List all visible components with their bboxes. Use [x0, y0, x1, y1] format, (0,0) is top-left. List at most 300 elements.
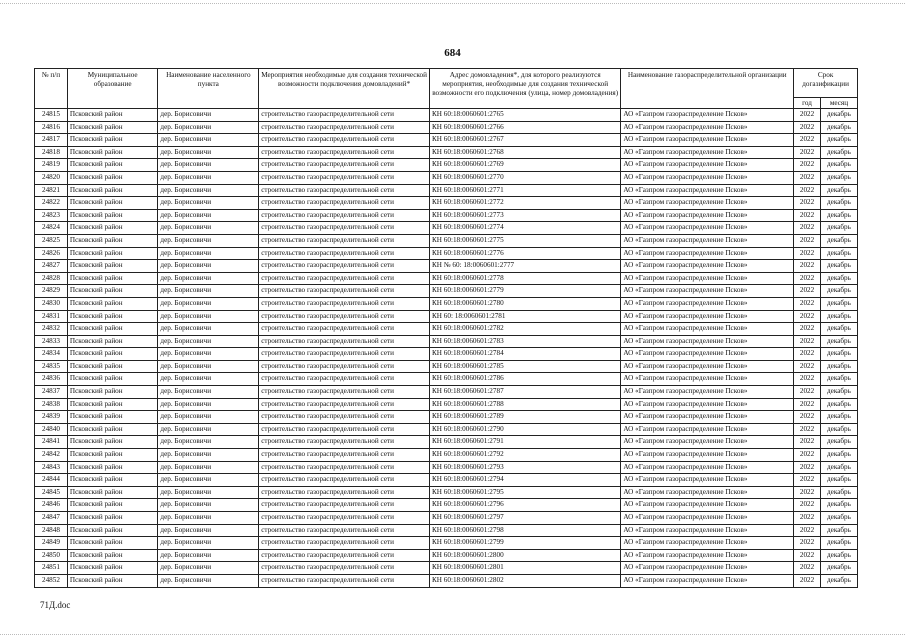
cell-gdo: АО «Газпром газораспределение Псков» — [621, 285, 794, 298]
cell-month: декабрь — [820, 499, 857, 512]
cell-address: КН 60:18:0060601:2800 — [430, 549, 621, 562]
table-row — [35, 109, 858, 122]
cell-month: декабрь — [820, 109, 857, 122]
cell-year: 2022 — [794, 524, 821, 537]
cell-num: 24842 — [35, 449, 68, 462]
cell-year: 2022 — [794, 197, 821, 210]
cell-year: 2022 — [794, 398, 821, 411]
table-row — [35, 512, 858, 525]
cell-address: КН 60:18:0060601:2787 — [430, 386, 621, 399]
cell-month: декабрь — [820, 260, 857, 273]
cell-num: 24822 — [35, 197, 68, 210]
cell-year: 2022 — [794, 423, 821, 436]
cell-settlement: дер. Борисовичи — [158, 146, 259, 159]
cell-settlement: дер. Борисовичи — [158, 474, 259, 487]
cell-num: 24850 — [35, 549, 68, 562]
cell-settlement: дер. Борисовичи — [158, 386, 259, 399]
cell-year: 2022 — [794, 411, 821, 424]
table-row — [35, 373, 858, 386]
cell-month: декабрь — [820, 386, 857, 399]
cell-month: декабрь — [820, 574, 857, 587]
cell-municipality: Псковский район — [67, 461, 158, 474]
cell-gdo: АО «Газпром газораспределение Псков» — [621, 549, 794, 562]
cell-address: КН 60:18:0060601:2786 — [430, 373, 621, 386]
header-term: Срок догазификации — [794, 69, 858, 98]
cell-measure: строительство газораспределительной сети — [259, 260, 430, 273]
cell-month: декабрь — [820, 524, 857, 537]
cell-settlement: дер. Борисовичи — [158, 109, 259, 122]
cell-measure: строительство газораспределительной сети — [259, 335, 430, 348]
gasification-table — [34, 68, 858, 588]
cell-gdo: АО «Газпром газораспределение Псков» — [621, 247, 794, 260]
cell-address: КН 60:18:0060601:2776 — [430, 247, 621, 260]
cell-measure: строительство газораспределительной сети — [259, 423, 430, 436]
cell-gdo: АО «Газпром газораспределение Псков» — [621, 436, 794, 449]
cell-num: 24819 — [35, 159, 68, 172]
cell-measure: строительство газораспределительной сети — [259, 134, 430, 147]
table-row — [35, 184, 858, 197]
cell-measure: строительство газораспределительной сети — [259, 323, 430, 336]
cell-gdo: АО «Газпром газораспределение Псков» — [621, 297, 794, 310]
cell-year: 2022 — [794, 449, 821, 462]
table-row — [35, 461, 858, 474]
cell-measure: строительство газораспределительной сети — [259, 222, 430, 235]
cell-settlement: дер. Борисовичи — [158, 348, 259, 361]
cell-num: 24835 — [35, 360, 68, 373]
cell-settlement: дер. Борисовичи — [158, 461, 259, 474]
table-row — [35, 323, 858, 336]
cell-num: 24825 — [35, 234, 68, 247]
cell-settlement: дер. Борисовичи — [158, 398, 259, 411]
header-measures: Мероприятия необходимые для создания технической возможности подключения домовладений* — [259, 69, 430, 109]
cell-year: 2022 — [794, 146, 821, 159]
cell-municipality: Псковский район — [67, 184, 158, 197]
cell-address: КН 60:18:0060601:2792 — [430, 449, 621, 462]
cell-num: 24846 — [35, 499, 68, 512]
table-row — [35, 360, 858, 373]
cell-address: КН 60:18:0060601:2774 — [430, 222, 621, 235]
cell-gdo: АО «Газпром газораспределение Псков» — [621, 348, 794, 361]
cell-settlement: дер. Борисовичи — [158, 373, 259, 386]
cell-settlement: дер. Борисовичи — [158, 184, 259, 197]
table-row — [35, 197, 858, 210]
cell-settlement: дер. Борисовичи — [158, 197, 259, 210]
cell-settlement: дер. Борисовичи — [158, 285, 259, 298]
cell-year: 2022 — [794, 373, 821, 386]
cell-measure: строительство газораспределительной сети — [259, 386, 430, 399]
cell-settlement: дер. Борисовичи — [158, 512, 259, 525]
cell-num: 24843 — [35, 461, 68, 474]
table-row — [35, 310, 858, 323]
table-row — [35, 121, 858, 134]
cell-year: 2022 — [794, 310, 821, 323]
cell-num: 24821 — [35, 184, 68, 197]
cell-measure: строительство газораспределительной сети — [259, 348, 430, 361]
cell-measure: строительство газораспределительной сети — [259, 209, 430, 222]
cell-year: 2022 — [794, 159, 821, 172]
cell-municipality: Псковский район — [67, 512, 158, 525]
cell-municipality: Псковский район — [67, 537, 158, 550]
cell-year: 2022 — [794, 247, 821, 260]
cell-gdo: АО «Газпром газораспределение Псков» — [621, 272, 794, 285]
table-row — [35, 386, 858, 399]
cell-municipality: Псковский район — [67, 159, 158, 172]
cell-measure: строительство газораспределительной сети — [259, 524, 430, 537]
cell-settlement: дер. Борисовичи — [158, 222, 259, 235]
cell-measure: строительство газораспределительной сети — [259, 234, 430, 247]
cell-municipality: Псковский район — [67, 134, 158, 147]
cell-settlement: дер. Борисовичи — [158, 323, 259, 336]
cell-month: декабрь — [820, 323, 857, 336]
cell-municipality: Псковский район — [67, 146, 158, 159]
cell-municipality: Псковский район — [67, 398, 158, 411]
cell-address: КН 60:18:0060601:2794 — [430, 474, 621, 487]
cell-gdo: АО «Газпром газораспределение Псков» — [621, 323, 794, 336]
cell-month: декабрь — [820, 209, 857, 222]
cell-year: 2022 — [794, 499, 821, 512]
cell-address: КН 60:18:0060601:2802 — [430, 574, 621, 587]
cell-settlement: дер. Борисовичи — [158, 310, 259, 323]
cell-address: КН 60:18:0060601:2788 — [430, 398, 621, 411]
cell-measure: строительство газораспределительной сети — [259, 159, 430, 172]
cell-address: КН 60:18:0060601:2793 — [430, 461, 621, 474]
cell-year: 2022 — [794, 537, 821, 550]
table-row — [35, 260, 858, 273]
cell-gdo: АО «Газпром газораспределение Псков» — [621, 524, 794, 537]
table-row — [35, 574, 858, 587]
cell-year: 2022 — [794, 171, 821, 184]
cell-year: 2022 — [794, 474, 821, 487]
cell-year: 2022 — [794, 436, 821, 449]
cell-gdo: АО «Газпром газораспределение Псков» — [621, 512, 794, 525]
cell-gdo: АО «Газпром газораспределение Псков» — [621, 574, 794, 587]
table-row — [35, 398, 858, 411]
header-municipality: Муниципальное образование — [67, 69, 158, 109]
cell-year: 2022 — [794, 512, 821, 525]
cell-measure: строительство газораспределительной сети — [259, 247, 430, 260]
cell-settlement: дер. Борисовичи — [158, 524, 259, 537]
cell-municipality: Псковский район — [67, 260, 158, 273]
cell-num: 24844 — [35, 474, 68, 487]
cell-measure: строительство газораспределительной сети — [259, 562, 430, 575]
cell-year: 2022 — [794, 297, 821, 310]
cell-municipality: Псковский район — [67, 285, 158, 298]
cell-settlement: дер. Борисовичи — [158, 121, 259, 134]
cell-year: 2022 — [794, 109, 821, 122]
cell-settlement: дер. Борисовичи — [158, 159, 259, 172]
table-row — [35, 449, 858, 462]
cell-measure: строительство газораспределительной сети — [259, 449, 430, 462]
cell-measure: строительство газораспределительной сети — [259, 373, 430, 386]
cell-month: декабрь — [820, 297, 857, 310]
cell-gdo: АО «Газпром газораспределение Псков» — [621, 373, 794, 386]
table-row — [35, 524, 858, 537]
cell-month: декабрь — [820, 398, 857, 411]
cell-municipality: Псковский район — [67, 499, 158, 512]
cell-gdo: АО «Газпром газораспределение Псков» — [621, 197, 794, 210]
table-row — [35, 537, 858, 550]
cell-num: 24848 — [35, 524, 68, 537]
cell-settlement: дер. Борисовичи — [158, 297, 259, 310]
cell-year: 2022 — [794, 574, 821, 587]
cell-gdo: АО «Газпром газораспределение Псков» — [621, 423, 794, 436]
cell-month: декабрь — [820, 171, 857, 184]
cell-municipality: Псковский район — [67, 297, 158, 310]
cell-gdo: АО «Газпром газораспределение Псков» — [621, 449, 794, 462]
page-number: 684 — [444, 47, 461, 59]
cell-settlement: дер. Борисовичи — [158, 436, 259, 449]
cell-measure: строительство газораспределительной сети — [259, 310, 430, 323]
cell-num: 24829 — [35, 285, 68, 298]
cell-municipality: Псковский район — [67, 574, 158, 587]
cell-settlement: дер. Борисовичи — [158, 335, 259, 348]
table-row — [35, 159, 858, 172]
cell-address: КН 60:18:0060601:2782 — [430, 323, 621, 336]
cell-settlement: дер. Борисовичи — [158, 486, 259, 499]
cell-measure: строительство газораспределительной сети — [259, 499, 430, 512]
cell-municipality: Псковский район — [67, 222, 158, 235]
cell-gdo: АО «Газпром газораспределение Псков» — [621, 398, 794, 411]
cell-measure: строительство газораспределительной сети — [259, 146, 430, 159]
cell-address: КН 60:18:0060601:2765 — [430, 109, 621, 122]
cell-gdo: АО «Газпром газораспределение Псков» — [621, 486, 794, 499]
table-row — [35, 171, 858, 184]
cell-settlement: дер. Борисовичи — [158, 234, 259, 247]
cell-gdo: АО «Газпром газораспределение Псков» — [621, 159, 794, 172]
cell-settlement: дер. Борисовичи — [158, 549, 259, 562]
cell-measure: строительство газораспределительной сети — [259, 285, 430, 298]
cell-year: 2022 — [794, 209, 821, 222]
cell-settlement: дер. Борисовичи — [158, 537, 259, 550]
cell-measure: строительство газораспределительной сети — [259, 549, 430, 562]
cell-address: КН 60:18:0060601:2766 — [430, 121, 621, 134]
cell-year: 2022 — [794, 323, 821, 336]
cell-settlement: дер. Борисовичи — [158, 562, 259, 575]
table-row — [35, 209, 858, 222]
cell-gdo: АО «Газпром газораспределение Псков» — [621, 171, 794, 184]
table-row — [35, 486, 858, 499]
cell-address: КН 60:18:0060601:2784 — [430, 348, 621, 361]
cell-address: КН 60:18:0060601:2799 — [430, 537, 621, 550]
cell-gdo: АО «Газпром газораспределение Псков» — [621, 109, 794, 122]
cell-municipality: Псковский район — [67, 247, 158, 260]
cell-month: декабрь — [820, 549, 857, 562]
cell-measure: строительство газораспределительной сети — [259, 411, 430, 424]
cell-municipality: Псковский район — [67, 423, 158, 436]
cell-gdo: АО «Газпром газораспределение Псков» — [621, 474, 794, 487]
cell-address: КН 60:18:0060601:2772 — [430, 197, 621, 210]
cell-gdo: АО «Газпром газораспределение Псков» — [621, 386, 794, 399]
cell-municipality: Псковский район — [67, 360, 158, 373]
cell-num: 24849 — [35, 537, 68, 550]
cell-settlement: дер. Борисовичи — [158, 360, 259, 373]
cell-municipality: Псковский район — [67, 197, 158, 210]
table-row — [35, 134, 858, 147]
table-row — [35, 423, 858, 436]
cell-measure: строительство газораспределительной сети — [259, 537, 430, 550]
scan-edge-bottom — [0, 634, 905, 635]
table-row — [35, 348, 858, 361]
cell-address: КН 60:18:0060601:2790 — [430, 423, 621, 436]
cell-address: КН 60:18:0060601:2770 — [430, 171, 621, 184]
cell-municipality: Псковский район — [67, 474, 158, 487]
cell-municipality: Псковский район — [67, 348, 158, 361]
table-body — [35, 109, 858, 588]
cell-year: 2022 — [794, 222, 821, 235]
cell-address: КН 60:18:0060601:2775 — [430, 234, 621, 247]
cell-settlement: дер. Борисовичи — [158, 247, 259, 260]
table-row — [35, 499, 858, 512]
cell-municipality: Псковский район — [67, 234, 158, 247]
header-month: месяц — [820, 98, 857, 109]
cell-gdo: АО «Газпром газораспределение Псков» — [621, 335, 794, 348]
cell-num: 24837 — [35, 386, 68, 399]
cell-settlement: дер. Борисовичи — [158, 574, 259, 587]
cell-municipality: Псковский район — [67, 171, 158, 184]
table-row — [35, 411, 858, 424]
cell-municipality: Псковский район — [67, 436, 158, 449]
cell-month: декабрь — [820, 146, 857, 159]
header-gdo: Наименование газораспределительной организации — [621, 69, 794, 109]
cell-num: 24834 — [35, 348, 68, 361]
cell-month: декабрь — [820, 184, 857, 197]
header-num: № п/п — [35, 69, 68, 109]
table-row — [35, 335, 858, 348]
cell-month: декабрь — [820, 285, 857, 298]
cell-year: 2022 — [794, 134, 821, 147]
cell-month: декабрь — [820, 197, 857, 210]
cell-address: КН 60: 18:0060601:2781 — [430, 310, 621, 323]
cell-address: КН 60:18:0060601:2773 — [430, 209, 621, 222]
cell-gdo: АО «Газпром газораспределение Псков» — [621, 184, 794, 197]
cell-month: декабрь — [820, 335, 857, 348]
table-row — [35, 222, 858, 235]
cell-address: КН 60:18:0060601:2779 — [430, 285, 621, 298]
header-year: год — [794, 98, 821, 109]
cell-municipality: Псковский район — [67, 209, 158, 222]
cell-month: декабрь — [820, 449, 857, 462]
cell-month: декабрь — [820, 348, 857, 361]
cell-address: КН 60:18:0060601:2796 — [430, 499, 621, 512]
cell-measure: строительство газораспределительной сети — [259, 512, 430, 525]
cell-month: декабрь — [820, 134, 857, 147]
cell-municipality: Псковский район — [67, 524, 158, 537]
cell-municipality: Псковский район — [67, 121, 158, 134]
cell-address: КН 60:18:0060601:2798 — [430, 524, 621, 537]
cell-year: 2022 — [794, 272, 821, 285]
cell-year: 2022 — [794, 386, 821, 399]
cell-municipality: Псковский район — [67, 335, 158, 348]
cell-measure: строительство газораспределительной сети — [259, 184, 430, 197]
cell-gdo: АО «Газпром газораспределение Псков» — [621, 360, 794, 373]
cell-num: 24823 — [35, 209, 68, 222]
cell-gdo: АО «Газпром газораспределение Псков» — [621, 310, 794, 323]
cell-municipality: Псковский район — [67, 109, 158, 122]
cell-num: 24845 — [35, 486, 68, 499]
table-row — [35, 297, 858, 310]
cell-municipality: Псковский район — [67, 323, 158, 336]
cell-measure: строительство газораспределительной сети — [259, 121, 430, 134]
cell-municipality: Псковский район — [67, 386, 158, 399]
cell-num: 24841 — [35, 436, 68, 449]
cell-num: 24832 — [35, 323, 68, 336]
cell-address: КН 60:18:0060601:2780 — [430, 297, 621, 310]
cell-num: 24827 — [35, 260, 68, 273]
cell-settlement: дер. Борисовичи — [158, 171, 259, 184]
cell-month: декабрь — [820, 121, 857, 134]
cell-num: 24816 — [35, 121, 68, 134]
cell-year: 2022 — [794, 461, 821, 474]
cell-gdo: АО «Газпром газораспределение Псков» — [621, 146, 794, 159]
cell-month: декабрь — [820, 486, 857, 499]
cell-measure: строительство газораспределительной сети — [259, 109, 430, 122]
cell-year: 2022 — [794, 348, 821, 361]
scan-edge-top — [0, 3, 905, 4]
table-row — [35, 474, 858, 487]
cell-num: 24838 — [35, 398, 68, 411]
cell-month: декабрь — [820, 436, 857, 449]
cell-municipality: Псковский район — [67, 562, 158, 575]
cell-month: декабрь — [820, 247, 857, 260]
cell-num: 24847 — [35, 512, 68, 525]
header-settlement: Наименование населенного пункта — [158, 69, 259, 109]
cell-gdo: АО «Газпром газораспределение Псков» — [621, 562, 794, 575]
cell-address: КН 60:18:0060601:2789 — [430, 411, 621, 424]
cell-month: декабрь — [820, 360, 857, 373]
cell-address: КН 60:18:0060601:2767 — [430, 134, 621, 147]
cell-month: декабрь — [820, 423, 857, 436]
cell-measure: строительство газораспределительной сети — [259, 360, 430, 373]
cell-num: 24830 — [35, 297, 68, 310]
cell-measure: строительство газораспределительной сети — [259, 436, 430, 449]
header-address: Адрес домовладения*, для которого реализуются мероприятия, необходимые для создания технической возможности его подключения (улица, номер домовладения) — [430, 69, 621, 109]
cell-num: 24818 — [35, 146, 68, 159]
cell-municipality: Псковский район — [67, 411, 158, 424]
cell-num: 24833 — [35, 335, 68, 348]
cell-municipality: Псковский район — [67, 310, 158, 323]
cell-measure: строительство газораспределительной сети — [259, 197, 430, 210]
cell-year: 2022 — [794, 335, 821, 348]
cell-settlement: дер. Борисовичи — [158, 272, 259, 285]
cell-measure: строительство газораспределительной сети — [259, 486, 430, 499]
cell-month: декабрь — [820, 272, 857, 285]
cell-address: КН 60:18:0060601:2791 — [430, 436, 621, 449]
cell-address: КН 60:18:0060601:2797 — [430, 512, 621, 525]
cell-num: 24851 — [35, 562, 68, 575]
cell-month: декабрь — [820, 411, 857, 424]
cell-municipality: Псковский район — [67, 449, 158, 462]
cell-settlement: дер. Борисовичи — [158, 411, 259, 424]
cell-num: 24824 — [35, 222, 68, 235]
cell-month: декабрь — [820, 474, 857, 487]
cell-month: декабрь — [820, 562, 857, 575]
cell-address: КН 60:18:0060601:2801 — [430, 562, 621, 575]
cell-num: 24815 — [35, 109, 68, 122]
table-row — [35, 234, 858, 247]
cell-address: КН 60:18:0060601:2795 — [430, 486, 621, 499]
cell-month: декабрь — [820, 159, 857, 172]
cell-address: КН 60:18:0060601:2783 — [430, 335, 621, 348]
cell-address: КН 60:18:0060601:2769 — [430, 159, 621, 172]
cell-year: 2022 — [794, 285, 821, 298]
cell-address: КН 60:18:0060601:2785 — [430, 360, 621, 373]
table-row — [35, 285, 858, 298]
cell-address: КН 60:18:0060601:2778 — [430, 272, 621, 285]
cell-measure: строительство газораспределительной сети — [259, 272, 430, 285]
cell-gdo: АО «Газпром газораспределение Псков» — [621, 537, 794, 550]
cell-settlement: дер. Борисовичи — [158, 499, 259, 512]
cell-month: декабрь — [820, 512, 857, 525]
